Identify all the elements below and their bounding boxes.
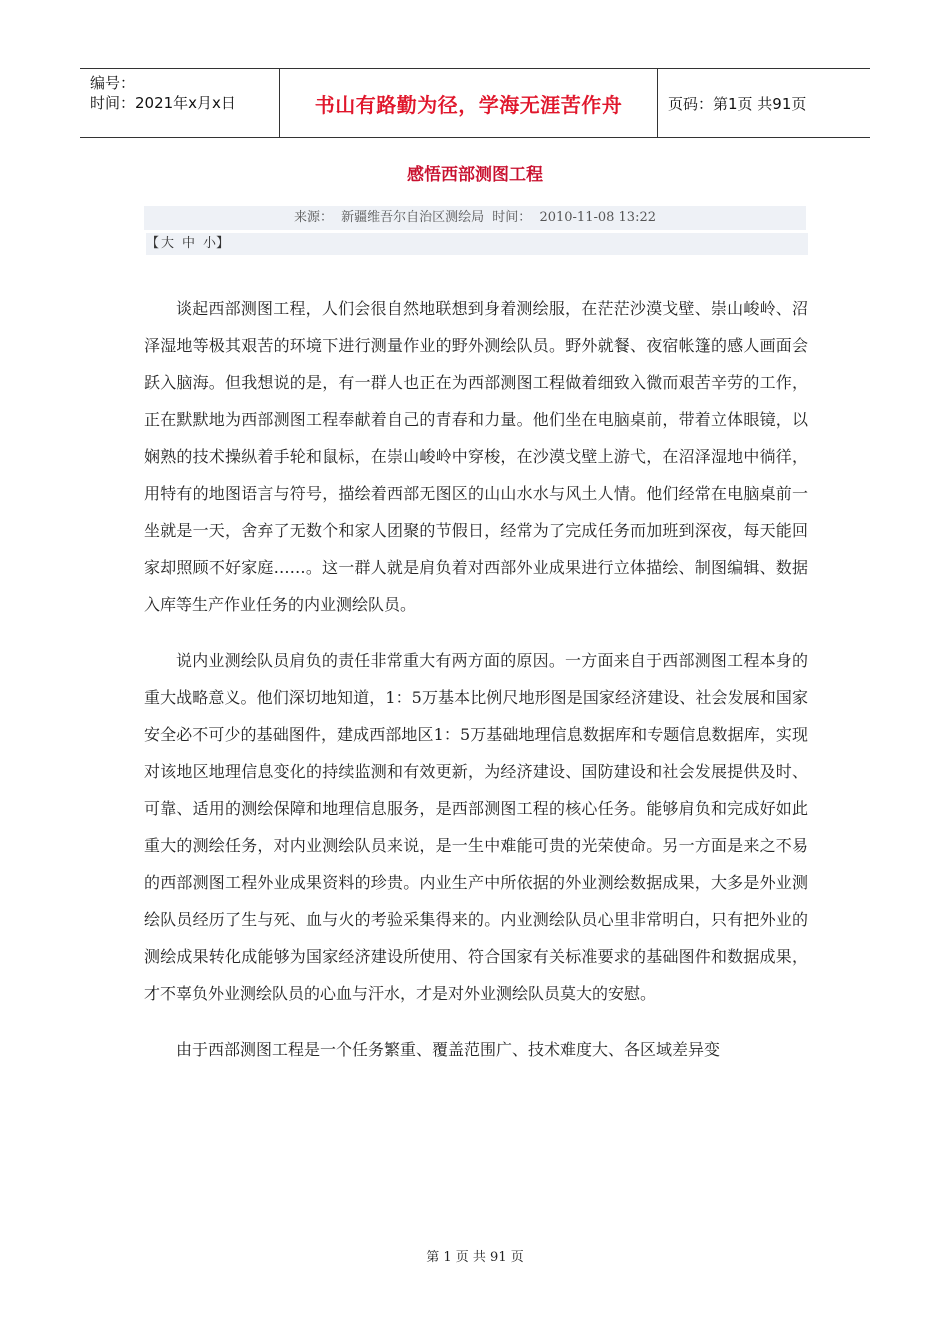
article-body [144,290,808,1087]
size-bracket-open: 【 [146,236,160,251]
header-info-cell [80,69,280,137]
header-motto: 书山有路勤为径，学海无涯苦作舟 [280,69,658,137]
article-paragraph: 由于西部测图工程是一个任务繁重、覆盖范围广、技术难度大、各区域差异变 [176,1040,721,1059]
publish-time: 2010-11-08 13:22 [539,210,657,225]
article-paragraph: 说内业测绘队员肩负的责任非常重大有两方面的原因。一方面来自于西部测图工程本身的重大战略意义。他们深切地知道，1：5万基本比例尺地形图是国家经济建设、社会发展和国家安全必不可少的基础图件，建成西部地区1：5万基础地理信息数据库和专题信息数据库，实现对该地区地理信息变化的持续监测和有效更新，为经济建设、国防建设和社会发展提供及时、可靠、适用的测绘保障和地理信息服务，是西部测图工程的核心任务。能够肩负和完成好如此重大的测绘任务，对内业测绘队员来说，是一生中难能可贵的光荣使命。另一方面是来之不易的西部测图工程外业成果资料的珍贵。内业生产中所依据的外业测绘数据成果，大多是外业测绘队员经历了生与死、血与火的考验采集得来的。内业测绘队员心里非常明白，只有把外业的测绘成果转化成能够为国家经济建设所使用、符合国家有关标准要求的基础图件和数据成果，才不辜负外业测绘队员的心血与汗水，才是对外业测绘队员莫大的安慰。 [144,651,808,1003]
article-paragraph: 谈起西部测图工程，人们会很自然地联想到身着测绘服，在茫茫沙漠戈壁、崇山峻岭、沼泽湿地等极其艰苦的环境下进行测量作业的野外测绘队员。野外就餐、夜宿帐篷的感人画面会跃入脑海。但我想说的是，有一群人也正在为西部测图工程做着细致入微而艰苦辛劳的工作，正在默默地为西部测图工程奉献着自己的青春和力量。他们坐在电脑桌前，带着立体眼镜，以娴熟的技术操纵着手轮和鼠标，在崇山峻岭中穿梭，在沙漠戈壁上游弋，在沼泽湿地中徜徉，用特有的地图语言与符号，描绘着西部无图区的山山水水与风土人情。他们经常在电脑桌前一坐就是一天，舍弃了无数个和家人团聚的节假日，经常为了完成任务而加班到深夜，每天能回家却照顾不好家庭……。这一群人就是肩负着对西部外业成果进行立体描绘、制图编辑、数据入库等生产作业任务的内业测绘队员。 [144,299,808,614]
page-header [80,68,870,138]
font-size-medium-link[interactable]: 中 [182,236,196,251]
article-title: 感悟西部测图工程 [407,165,543,185]
source-label: 来源： [293,210,333,225]
font-size-selector [146,233,808,255]
document-number: 编号： [90,74,136,92]
font-size-small-link[interactable]: 小 [203,236,217,251]
article-meta [144,206,806,230]
header-page-info: 页码：第1页 共91页 [668,94,807,113]
font-size-large-link[interactable]: 大 [161,236,175,251]
page-footer: 第 1 页 共 91 页 [426,1250,524,1265]
document-time: 时间：2021年x月x日 [90,94,236,112]
size-bracket-close: 】 [216,236,230,251]
source-text: 新疆维吾尔自治区测绘局 [341,210,485,225]
time-label: 时间： [492,210,532,225]
